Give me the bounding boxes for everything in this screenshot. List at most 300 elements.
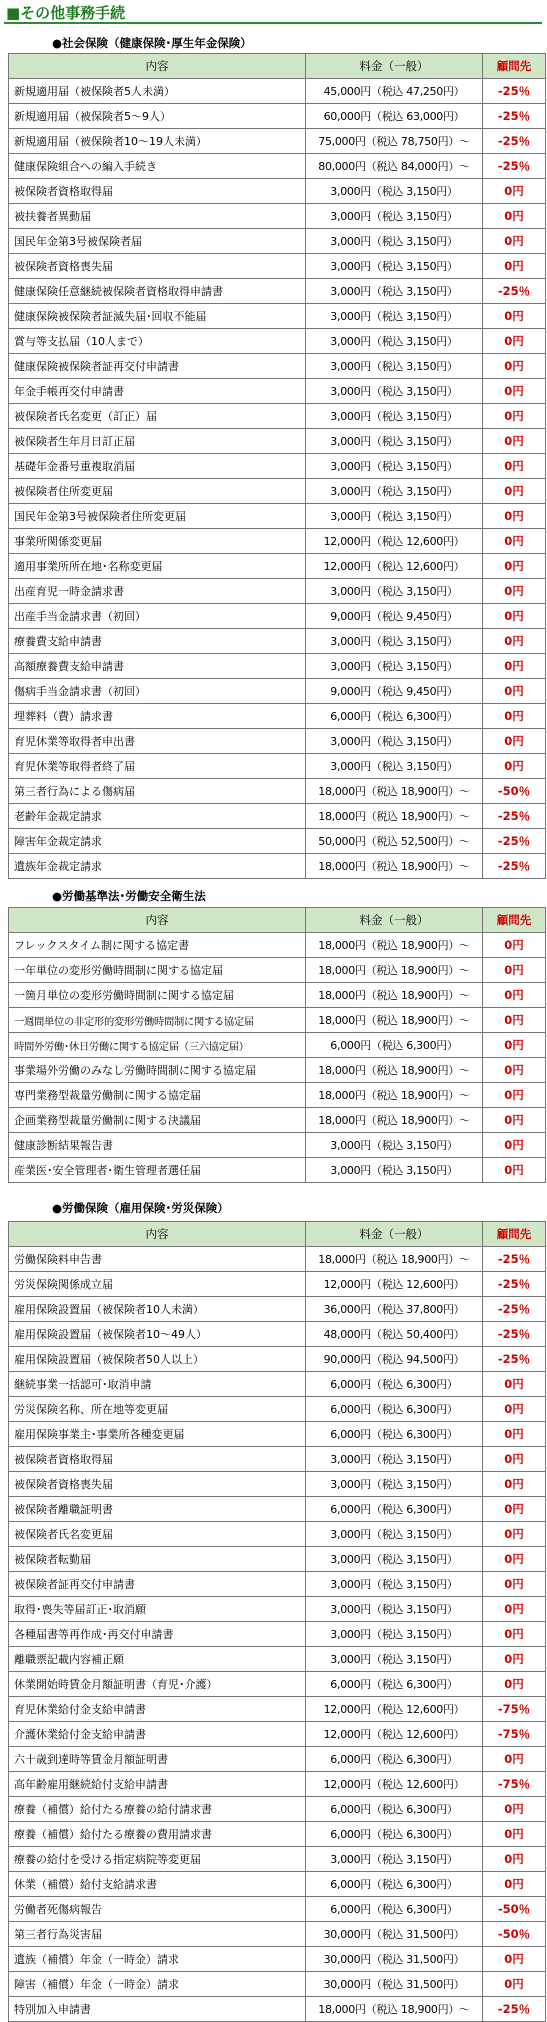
row-fee: 12,000円（税込 12,600円） (306, 554, 483, 579)
table-row (9, 1972, 546, 1997)
row-advisor-discount: 0円 (483, 1397, 546, 1422)
row-content: 健康保険任意継続被保険者資格取得申請書 (9, 279, 306, 304)
row-advisor-discount: -25％ (483, 104, 546, 129)
row-advisor-discount: 0円 (483, 1108, 546, 1133)
table-row (9, 454, 546, 479)
header-fee: 料金（一般） (306, 908, 483, 933)
table-row (9, 1372, 546, 1397)
row-advisor-discount: 0円 (483, 604, 546, 629)
row-content: 被保険者住所変更届 (9, 479, 306, 504)
table-row (9, 958, 546, 983)
row-fee: 18,000円（税込 18,900円）～ (306, 1997, 483, 2022)
row-advisor-discount: 0円 (483, 354, 546, 379)
row-advisor-discount: 0円 (483, 179, 546, 204)
table-row (9, 1058, 546, 1083)
row-content: 高年齢雇用継続給付支給申請書 (9, 1772, 306, 1797)
row-content: 取得･喪失等届訂正･取消願 (9, 1597, 306, 1622)
table-row (9, 1697, 546, 1722)
table-row (9, 504, 546, 529)
row-advisor-discount: 0円 (483, 1472, 546, 1497)
row-advisor-discount: 0円 (483, 1847, 546, 1872)
table-row (9, 1272, 546, 1297)
title-rule (4, 22, 542, 24)
row-fee: 3,000円（税込 3,150円） (306, 1647, 483, 1672)
row-fee: 60,000円（税込 63,000円） (306, 104, 483, 129)
table-row (9, 679, 546, 704)
row-advisor-discount: -25％ (483, 129, 546, 154)
row-fee: 12,000円（税込 12,600円） (306, 1697, 483, 1722)
header-content: 内容 (9, 908, 306, 933)
row-fee: 30,000円（税込 31,500円） (306, 1922, 483, 1947)
row-fee: 3,000円（税込 3,150円） (306, 629, 483, 654)
table-row (9, 654, 546, 679)
row-advisor-discount: 0円 (483, 1083, 546, 1108)
row-content: 被保険者氏名変更届 (9, 1522, 306, 1547)
header-advisor: 顧問先 (483, 1222, 546, 1247)
row-fee: 6,000円（税込 6,300円） (306, 1672, 483, 1697)
row-fee: 3,000円（税込 3,150円） (306, 229, 483, 254)
row-advisor-discount: -25％ (483, 1997, 546, 2022)
row-fee: 6,000円（税込 6,300円） (306, 1747, 483, 1772)
row-advisor-discount: -25％ (483, 804, 546, 829)
row-fee: 18,000円（税込 18,900円）～ (306, 933, 483, 958)
table-row (9, 983, 546, 1008)
row-content: 労働者死傷病報告 (9, 1897, 306, 1922)
row-content: 傷病手当金請求書（初回） (9, 679, 306, 704)
header-fee: 料金（一般） (306, 1222, 483, 1247)
table-row (9, 804, 546, 829)
row-fee: 90,000円（税込 94,500円） (306, 1347, 483, 1372)
table-row (9, 204, 546, 229)
row-advisor-discount: 0円 (483, 1672, 546, 1697)
row-content: 被保険者生年月日訂正届 (9, 429, 306, 454)
row-content: フレックスタイム制に関する協定書 (9, 933, 306, 958)
row-content: 出産育児一時金請求書 (9, 579, 306, 604)
row-content: 高額療養費支給申請書 (9, 654, 306, 679)
table-row (9, 1672, 546, 1697)
table-row (9, 854, 546, 879)
row-content: 休業開始時賃金月額証明書（育児･介護） (9, 1672, 306, 1697)
table-row (9, 1847, 546, 1872)
row-fee: 9,000円（税込 9,450円） (306, 679, 483, 704)
row-content: 被保険者資格喪失届 (9, 1472, 306, 1497)
row-fee: 9,000円（税込 9,450円） (306, 604, 483, 629)
table-row (9, 329, 546, 354)
page-title: ■その他事務手続 (6, 4, 126, 22)
row-advisor-discount: 0円 (483, 1372, 546, 1397)
row-advisor-discount: 0円 (483, 729, 546, 754)
table-row (9, 1008, 546, 1033)
row-content: 育児休業給付金支給申請書 (9, 1697, 306, 1722)
table-row (9, 1897, 546, 1922)
row-content: 埋葬料（費）請求書 (9, 704, 306, 729)
table-row (9, 1722, 546, 1747)
table-row (9, 129, 546, 154)
table-row (9, 1422, 546, 1447)
row-advisor-discount: 0円 (483, 204, 546, 229)
table-row (9, 1108, 546, 1133)
row-advisor-discount: -25％ (483, 1247, 546, 1272)
table-row (9, 1247, 546, 1272)
row-fee: 18,000円（税込 18,900円）～ (306, 854, 483, 879)
table-row (9, 354, 546, 379)
row-content: 雇用保険事業主･事業所各種変更届 (9, 1422, 306, 1447)
row-advisor-discount: 0円 (483, 958, 546, 983)
row-advisor-discount: 0円 (483, 1622, 546, 1647)
table-row (9, 1997, 546, 2022)
row-advisor-discount: 0円 (483, 1497, 546, 1522)
table-row (9, 704, 546, 729)
table-row (9, 254, 546, 279)
row-advisor-discount: 0円 (483, 629, 546, 654)
row-content: 健康保険組合への編入手続き (9, 154, 306, 179)
row-fee: 12,000円（税込 12,600円） (306, 529, 483, 554)
row-content: 各種届書等再作成･再交付申請書 (9, 1622, 306, 1647)
row-fee: 18,000円（税込 18,900円）～ (306, 1108, 483, 1133)
row-fee: 3,000円（税込 3,150円） (306, 1447, 483, 1472)
row-fee: 12,000円（税込 12,600円） (306, 1772, 483, 1797)
row-fee: 3,000円（税込 3,150円） (306, 1547, 483, 1572)
table-row (9, 1397, 546, 1422)
fee-table-labor-insurance (8, 1221, 546, 2022)
row-content: 被保険者離職証明書 (9, 1497, 306, 1522)
row-content: 出産手当金請求書（初回） (9, 604, 306, 629)
row-advisor-discount: -50％ (483, 1897, 546, 1922)
table-header-row (9, 908, 546, 933)
row-advisor-discount: 0円 (483, 304, 546, 329)
row-advisor-discount: 0円 (483, 229, 546, 254)
row-fee: 3,000円（税込 3,150円） (306, 654, 483, 679)
row-content: 国民年金第3号被保険者住所変更届 (9, 504, 306, 529)
row-content: 育児休業等取得者終了届 (9, 754, 306, 779)
row-content: 雇用保険設置届（被保険者50人以上） (9, 1347, 306, 1372)
row-advisor-discount: 0円 (483, 379, 546, 404)
row-advisor-discount: 0円 (483, 1033, 546, 1058)
table-row (9, 1597, 546, 1622)
table-row (9, 279, 546, 304)
row-content: 健康保険被保険者証滅失届･回収不能届 (9, 304, 306, 329)
row-advisor-discount: 0円 (483, 1058, 546, 1083)
table-row (9, 304, 546, 329)
row-fee: 3,000円（税込 3,150円） (306, 754, 483, 779)
row-fee: 18,000円（税込 18,900円）～ (306, 1247, 483, 1272)
row-fee: 18,000円（税込 18,900円）～ (306, 1058, 483, 1083)
row-advisor-discount: 0円 (483, 1597, 546, 1622)
table-row (9, 1647, 546, 1672)
row-advisor-discount: -75％ (483, 1722, 546, 1747)
row-content: 新規適用届（被保険者5～9人） (9, 104, 306, 129)
row-fee: 12,000円（税込 12,600円） (306, 1722, 483, 1747)
row-content: 年金手帳再交付申請書 (9, 379, 306, 404)
row-fee: 3,000円（税込 3,150円） (306, 329, 483, 354)
row-fee: 3,000円（税込 3,150円） (306, 479, 483, 504)
row-content: 健康診断結果報告書 (9, 1133, 306, 1158)
row-advisor-discount: 0円 (483, 1822, 546, 1847)
row-content: 被保険者証再交付申請書 (9, 1572, 306, 1597)
table-row (9, 154, 546, 179)
row-advisor-discount: 0円 (483, 429, 546, 454)
row-advisor-discount: 0円 (483, 554, 546, 579)
row-content: 基礎年金番号重複取消届 (9, 454, 306, 479)
row-advisor-discount: 0円 (483, 1947, 546, 1972)
table-row (9, 1797, 546, 1822)
row-content: 事業場外労働のみなし労働時間制に関する協定届 (9, 1058, 306, 1083)
table-row (9, 1083, 546, 1108)
row-content: 新規適用届（被保険者10～19人未満） (9, 129, 306, 154)
row-content: 療養（補償）給付たる療養の給付請求書 (9, 1797, 306, 1822)
row-advisor-discount: 0円 (483, 329, 546, 354)
row-content: 賞与等支払届（10人まで） (9, 329, 306, 354)
row-advisor-discount: -75％ (483, 1697, 546, 1722)
row-content: 遺族年金裁定請求 (9, 854, 306, 879)
row-fee: 6,000円（税込 6,300円） (306, 704, 483, 729)
row-fee: 6,000円（税込 6,300円） (306, 1497, 483, 1522)
table-row (9, 1822, 546, 1847)
row-fee: 6,000円（税込 6,300円） (306, 1872, 483, 1897)
table-row (9, 429, 546, 454)
row-fee: 30,000円（税込 31,500円） (306, 1947, 483, 1972)
row-content: 一週間単位の非定形的変形労働時間制に関する協定届 (9, 1008, 306, 1033)
row-fee: 3,000円（税込 3,150円） (306, 204, 483, 229)
row-content: 適用事業所所在地･名称変更届 (9, 554, 306, 579)
row-advisor-discount: 0円 (483, 479, 546, 504)
row-fee: 50,000円（税込 52,500円）～ (306, 829, 483, 854)
row-fee: 3,000円（税込 3,150円） (306, 729, 483, 754)
row-content: 被保険者資格喪失届 (9, 254, 306, 279)
row-content: 被扶養者異動届 (9, 204, 306, 229)
row-fee: 3,000円（税込 3,150円） (306, 1133, 483, 1158)
row-advisor-discount: 0円 (483, 679, 546, 704)
row-advisor-discount: 0円 (483, 454, 546, 479)
row-advisor-discount: 0円 (483, 1747, 546, 1772)
row-fee: 6,000円（税込 6,300円） (306, 1822, 483, 1847)
table-row (9, 104, 546, 129)
row-fee: 6,000円（税込 6,300円） (306, 1033, 483, 1058)
row-fee: 3,000円（税込 3,150円） (306, 1847, 483, 1872)
row-content: 雇用保険設置届（被保険者10人未満） (9, 1297, 306, 1322)
header-content: 内容 (9, 1222, 306, 1247)
row-content: 療養費支給申請書 (9, 629, 306, 654)
row-content: 一年単位の変形労働時間制に関する協定届 (9, 958, 306, 983)
row-content: 被保険者資格取得届 (9, 179, 306, 204)
row-advisor-discount: 0円 (483, 1008, 546, 1033)
section-title-labor-insurance: ●労働保険（雇用保険･労災保険） (52, 1201, 229, 1215)
row-fee: 3,000円（税込 3,150円） (306, 1472, 483, 1497)
row-content: 専門業務型裁量労働制に関する協定届 (9, 1083, 306, 1108)
row-content: 療養の給付を受ける指定病院等変更届 (9, 1847, 306, 1872)
row-fee: 18,000円（税込 18,900円）～ (306, 804, 483, 829)
section-title-social-insurance: ●社会保険（健康保険･厚生年金保険） (52, 36, 252, 50)
table-row (9, 1297, 546, 1322)
row-advisor-discount: 0円 (483, 1647, 546, 1672)
row-advisor-discount: -25％ (483, 829, 546, 854)
row-advisor-discount: 0円 (483, 704, 546, 729)
row-advisor-discount: -75％ (483, 1772, 546, 1797)
table-row (9, 404, 546, 429)
row-fee: 18,000円（税込 18,900円）～ (306, 983, 483, 1008)
table-row (9, 1347, 546, 1372)
row-content: 介護休業給付金支給申請書 (9, 1722, 306, 1747)
table-row (9, 554, 546, 579)
row-advisor-discount: -50％ (483, 779, 546, 804)
row-content: 障害年金裁定請求 (9, 829, 306, 854)
table-row (9, 1133, 546, 1158)
header-advisor: 顧問先 (483, 54, 546, 79)
table-row (9, 1547, 546, 1572)
row-content: 六十歳到達時等賃金月額証明書 (9, 1747, 306, 1772)
row-fee: 3,000円（税込 3,150円） (306, 454, 483, 479)
row-fee: 3,000円（税込 3,150円） (306, 1158, 483, 1183)
row-fee: 3,000円（税込 3,150円） (306, 1597, 483, 1622)
table-row (9, 1158, 546, 1183)
row-advisor-discount: 0円 (483, 1133, 546, 1158)
row-fee: 6,000円（税込 6,300円） (306, 1372, 483, 1397)
row-fee: 3,000円（税込 3,150円） (306, 429, 483, 454)
row-advisor-discount: 0円 (483, 529, 546, 554)
row-fee: 45,000円（税込 47,250円） (306, 79, 483, 104)
table-row (9, 179, 546, 204)
row-content: 労働保険料申告書 (9, 1247, 306, 1272)
fee-table-social-insurance (8, 53, 546, 879)
row-fee: 6,000円（税込 6,300円） (306, 1797, 483, 1822)
table-row (9, 1322, 546, 1347)
table-row (9, 1033, 546, 1058)
table-row (9, 1772, 546, 1797)
row-content: 離職票記載内容補正願 (9, 1647, 306, 1672)
row-advisor-discount: 0円 (483, 754, 546, 779)
row-content: 一箇月単位の変形労働時間制に関する協定届 (9, 983, 306, 1008)
table-row (9, 933, 546, 958)
row-advisor-discount: 0円 (483, 579, 546, 604)
row-fee: 18,000円（税込 18,900円）～ (306, 1008, 483, 1033)
table-row (9, 1447, 546, 1472)
row-content: 産業医･安全管理者･衛生管理者選任届 (9, 1158, 306, 1183)
row-fee: 6,000円（税込 6,300円） (306, 1897, 483, 1922)
row-advisor-discount: 0円 (483, 1972, 546, 1997)
header-fee: 料金（一般） (306, 54, 483, 79)
table-row (9, 1522, 546, 1547)
row-content: 療養（補償）給付たる療養の費用請求書 (9, 1822, 306, 1847)
row-advisor-discount: -25％ (483, 1347, 546, 1372)
section-title-labor-standards: ●労働基準法･労働安全衛生法 (52, 889, 206, 903)
row-advisor-discount: 0円 (483, 1158, 546, 1183)
row-fee: 3,000円（税込 3,150円） (306, 279, 483, 304)
row-advisor-discount: -25％ (483, 1297, 546, 1322)
table-row (9, 579, 546, 604)
table-row (9, 829, 546, 854)
table-row (9, 779, 546, 804)
row-advisor-discount: 0円 (483, 1547, 546, 1572)
fee-table-labor-standards (8, 907, 546, 1183)
row-content: 障害（補償）年金（一時金）請求 (9, 1972, 306, 1997)
row-advisor-discount: 0円 (483, 1422, 546, 1447)
row-fee: 3,000円（税込 3,150円） (306, 304, 483, 329)
row-advisor-discount: 0円 (483, 1572, 546, 1597)
row-fee: 18,000円（税込 18,900円）～ (306, 958, 483, 983)
table-row (9, 729, 546, 754)
row-advisor-discount: 0円 (483, 1447, 546, 1472)
table-row (9, 1947, 546, 1972)
table-header-row (9, 54, 546, 79)
header-advisor: 顧問先 (483, 908, 546, 933)
row-advisor-discount: 0円 (483, 983, 546, 1008)
row-fee: 3,000円（税込 3,150円） (306, 379, 483, 404)
row-advisor-discount: 0円 (483, 254, 546, 279)
row-fee: 3,000円（税込 3,150円） (306, 179, 483, 204)
table-row (9, 1922, 546, 1947)
row-fee: 6,000円（税込 6,300円） (306, 1397, 483, 1422)
row-fee: 3,000円（税込 3,150円） (306, 1572, 483, 1597)
row-content: 雇用保険設置届（被保険者10～49人） (9, 1322, 306, 1347)
row-advisor-discount: 0円 (483, 504, 546, 529)
table-row (9, 379, 546, 404)
row-content: 新規適用届（被保険者5人未満） (9, 79, 306, 104)
table-row (9, 604, 546, 629)
row-fee: 6,000円（税込 6,300円） (306, 1422, 483, 1447)
row-fee: 12,000円（税込 12,600円） (306, 1272, 483, 1297)
row-fee: 3,000円（税込 3,150円） (306, 404, 483, 429)
row-fee: 18,000円（税込 18,900円）～ (306, 779, 483, 804)
row-advisor-discount: 0円 (483, 1522, 546, 1547)
row-content: 被保険者転勤届 (9, 1547, 306, 1572)
table-row (9, 529, 546, 554)
table-row (9, 629, 546, 654)
row-content: 時間外労働･休日労働に関する協定届（三六協定届） (9, 1033, 306, 1058)
row-fee: 48,000円（税込 50,400円） (306, 1322, 483, 1347)
row-fee: 36,000円（税込 37,800円） (306, 1297, 483, 1322)
row-content: 労災保険関係成立届 (9, 1272, 306, 1297)
table-row (9, 1747, 546, 1772)
row-content: 被保険者氏名変更（訂正）届 (9, 404, 306, 429)
row-advisor-discount: 0円 (483, 1872, 546, 1897)
table-row (9, 1622, 546, 1647)
row-fee: 30,000円（税込 31,500円） (306, 1972, 483, 1997)
row-content: 事業所関係変更届 (9, 529, 306, 554)
row-fee: 80,000円（税込 84,000円）～ (306, 154, 483, 179)
table-row (9, 1472, 546, 1497)
row-content: 遺族（補償）年金（一時金）請求 (9, 1947, 306, 1972)
table-row (9, 754, 546, 779)
row-advisor-discount: 0円 (483, 654, 546, 679)
row-advisor-discount: -25％ (483, 1272, 546, 1297)
row-fee: 3,000円（税込 3,150円） (306, 1622, 483, 1647)
row-advisor-discount: -25％ (483, 154, 546, 179)
row-content: 第三者行為による傷病届 (9, 779, 306, 804)
row-content: 老齢年金裁定請求 (9, 804, 306, 829)
row-content: 健康保険被保険者証再交付申請書 (9, 354, 306, 379)
row-content: 特別加入申請書 (9, 1997, 306, 2022)
row-content: 労災保険名称、所在地等変更届 (9, 1397, 306, 1422)
table-row (9, 1572, 546, 1597)
table-row (9, 479, 546, 504)
row-advisor-discount: 0円 (483, 404, 546, 429)
row-advisor-discount: -25％ (483, 279, 546, 304)
row-fee: 3,000円（税込 3,150円） (306, 254, 483, 279)
row-advisor-discount: -25％ (483, 79, 546, 104)
row-fee: 75,000円（税込 78,750円）～ (306, 129, 483, 154)
row-content: 国民年金第3号被保険者届 (9, 229, 306, 254)
row-advisor-discount: -25％ (483, 1322, 546, 1347)
header-content: 内容 (9, 54, 306, 79)
table-row (9, 229, 546, 254)
row-content: 育児休業等取得者申出書 (9, 729, 306, 754)
row-content: 第三者行為災害届 (9, 1922, 306, 1947)
row-advisor-discount: 0円 (483, 1797, 546, 1822)
row-fee: 3,000円（税込 3,150円） (306, 579, 483, 604)
row-fee: 3,000円（税込 3,150円） (306, 1522, 483, 1547)
row-advisor-discount: -50％ (483, 1922, 546, 1947)
row-content: 被保険者資格取得届 (9, 1447, 306, 1472)
